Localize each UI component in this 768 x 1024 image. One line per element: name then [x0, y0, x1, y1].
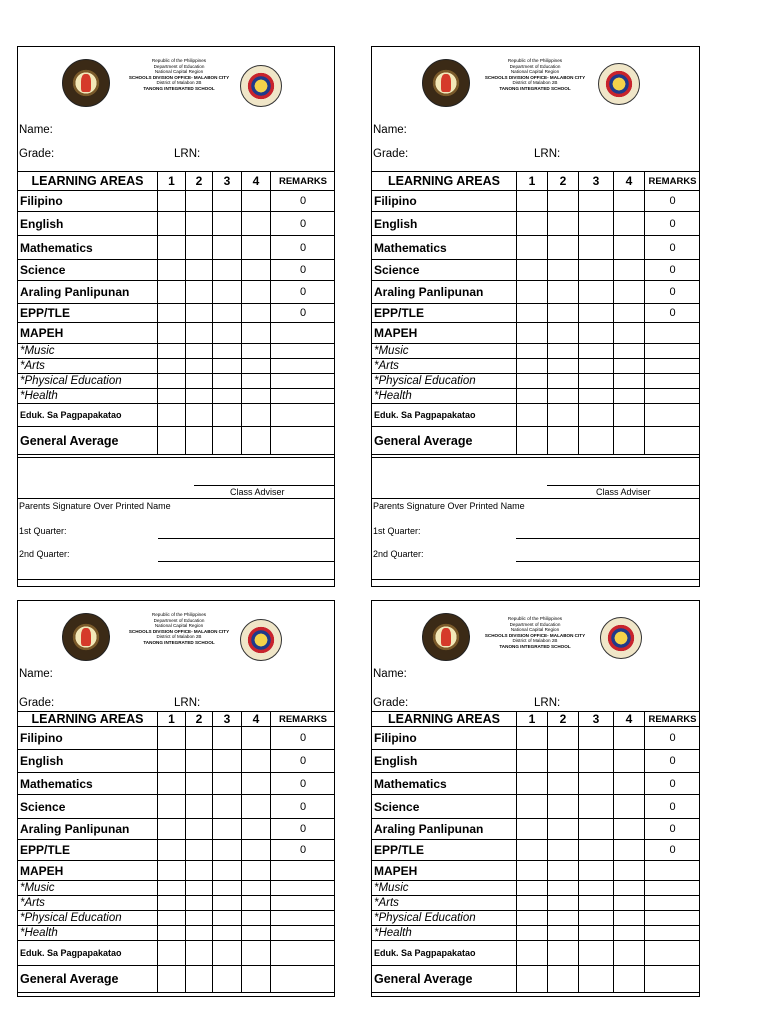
table-row: *Music	[372, 881, 701, 896]
divider	[17, 498, 335, 499]
deped-seal-icon	[422, 59, 470, 107]
second-quarter-label: 2nd Quarter:	[373, 549, 424, 559]
table-row: EPP/TLE 0	[372, 304, 701, 323]
divider	[17, 579, 335, 580]
report-card-bottom-left	[17, 600, 335, 997]
grade-label: Grade:	[373, 148, 409, 160]
name-label: Name:	[373, 124, 407, 136]
first-quarter-label: 1st Quarter:	[19, 526, 67, 536]
lrn-label: LRN:	[174, 148, 201, 160]
table-row: *Physical Education	[372, 374, 701, 389]
adviser-signature-line	[547, 485, 700, 486]
table-row: MAPEH	[372, 861, 701, 881]
adviser-signature-line	[194, 485, 335, 486]
card-header	[18, 47, 334, 113]
divider	[371, 579, 700, 580]
table-row: Eduk. Sa Pagpapakatao	[18, 404, 336, 427]
second-quarter-line	[516, 561, 700, 562]
header-text: Republic of the Philippines Department of Education National Capital Region SCHOOLS DIVISION OFFICE- MALABON CITY District of Malabon 2B TANONG INTEGRATED SCHOOL	[128, 58, 230, 91]
second-quarter-line	[158, 561, 335, 562]
lrn-label: LRN:	[534, 697, 561, 709]
deped-seal-icon	[62, 613, 110, 661]
header-text: Republic of the Philippines Department of Education National Capital Region SCHOOLS DIVISION OFFICE- MALABON CITY District of Malabon 2B TANONG INTEGRATED SCHOOL	[128, 612, 230, 645]
table-row: Science 0	[372, 260, 701, 281]
table-row: *Health	[372, 389, 701, 404]
parents-signature-label: Parents Signature Over Printed Name	[373, 501, 525, 511]
divider	[371, 457, 700, 458]
table-row: EPP/TLE 0	[18, 304, 336, 323]
table-row: Mathematics 0	[372, 236, 701, 260]
table-row: *Physical Education	[372, 911, 701, 926]
class-adviser-label: Class Adviser	[596, 487, 651, 497]
table-row: *Arts	[372, 896, 701, 911]
table-row: Filipino 0	[372, 191, 701, 212]
table-row: English 0	[372, 750, 701, 773]
grades-table: LEARNING AREAS 1 2 3 4 REMARKS Filipino 0 English 0 Mathematics 0 Science 0 Araling Panlipunan 0 EPP/TLE 0 MAPEH *Music *Arts *Physical Education *Health Eduk. Sa Pagpapakatao General Average	[371, 171, 700, 455]
table-row: Araling Panlipunan 0	[18, 281, 336, 304]
table-row: Mathematics 0	[18, 236, 336, 260]
table-row: General Average	[18, 966, 336, 993]
table-row: Science 0	[372, 795, 701, 819]
report-card-bottom-right	[371, 600, 700, 997]
class-adviser-label: Class Adviser	[230, 487, 285, 497]
table-row: *Health	[372, 926, 701, 941]
table-row: English 0	[18, 212, 336, 236]
name-label: Name:	[19, 124, 53, 136]
school-seal-icon	[598, 63, 640, 105]
report-card-top-left	[17, 46, 335, 587]
table-row: General Average	[372, 966, 701, 993]
name-label: Name:	[19, 668, 53, 680]
table-row: Filipino 0	[372, 727, 701, 750]
table-row: Eduk. Sa Pagpapakatao	[372, 941, 701, 966]
table-row: *Health	[18, 389, 336, 404]
table-row: Araling Panlipunan 0	[18, 819, 336, 840]
table-row: EPP/TLE 0	[18, 840, 336, 861]
table-row: *Arts	[18, 359, 336, 374]
deped-seal-icon	[62, 59, 110, 107]
table-row: *Arts	[372, 359, 701, 374]
table-row: MAPEH	[18, 323, 336, 344]
table-row: General Average	[18, 427, 336, 455]
table-row: English 0	[372, 212, 701, 236]
report-card-top-right	[371, 46, 700, 587]
grade-label: Grade:	[19, 697, 55, 709]
table-row: *Music	[18, 344, 336, 359]
grades-table: LEARNING AREAS 1 2 3 4 REMARKS Filipino 0 English 0 Mathematics 0 Science 0 Araling Panlipunan 0 EPP/TLE 0 MAPEH *Music *Arts *Physical Education *Health Eduk. Sa Pagpapakatao General Average	[17, 171, 335, 455]
second-quarter-label: 2nd Quarter:	[19, 549, 70, 559]
divider	[371, 498, 700, 499]
header-text: Republic of the Philippines Department of Education National Capital Region SCHOOLS DIVISION OFFICE- MALABON CITY District of Malabon 2B TANONG INTEGRATED SCHOOL	[484, 58, 586, 91]
table-row: *Music	[18, 881, 336, 896]
table-row: *Physical Education	[18, 374, 336, 389]
header-text: Republic of the Philippines Department of Education National Capital Region SCHOOLS DIVISION OFFICE- MALABON CITY District of Malabon 2B TANONG INTEGRATED SCHOOL	[484, 616, 586, 649]
school-seal-icon	[600, 617, 642, 659]
first-quarter-line	[158, 538, 335, 539]
grade-label: Grade:	[19, 148, 55, 160]
table-row: Araling Panlipunan 0	[372, 819, 701, 840]
deped-seal-icon	[422, 613, 470, 661]
table-row: Filipino 0	[18, 191, 336, 212]
table-row: Eduk. Sa Pagpapakatao	[18, 941, 336, 966]
table-row: EPP/TLE 0	[372, 840, 701, 861]
table-row: Science 0	[18, 260, 336, 281]
lrn-label: LRN:	[534, 148, 561, 160]
table-row: Mathematics 0	[372, 773, 701, 795]
card-header	[372, 601, 699, 667]
card-header	[18, 601, 334, 667]
divider	[17, 457, 335, 458]
school-seal-icon	[240, 65, 282, 107]
table-row: English 0	[18, 750, 336, 773]
name-label: Name:	[373, 668, 407, 680]
first-quarter-label: 1st Quarter:	[373, 526, 421, 536]
table-row: *Physical Education	[18, 911, 336, 926]
table-row: Eduk. Sa Pagpapakatao	[372, 404, 701, 427]
card-header	[372, 47, 699, 113]
grades-table: LEARNING AREAS 1 2 3 4 REMARKS Filipino 0 English 0 Mathematics 0 Science 0 Araling Panlipunan 0 EPP/TLE 0 MAPEH *Music *Arts *Physical Education *Health Eduk. Sa Pagpapakatao General Average	[17, 711, 335, 993]
table-row: MAPEH	[372, 323, 701, 344]
first-quarter-line	[516, 538, 700, 539]
table-row: Filipino 0	[18, 727, 336, 750]
table-row: Araling Panlipunan 0	[372, 281, 701, 304]
table-row: Science 0	[18, 795, 336, 819]
table-row: *Health	[18, 926, 336, 941]
parents-signature-label: Parents Signature Over Printed Name	[19, 501, 171, 511]
table-row: Mathematics 0	[18, 773, 336, 795]
lrn-label: LRN:	[174, 697, 201, 709]
school-seal-icon	[240, 619, 282, 661]
table-row: General Average	[372, 427, 701, 455]
grades-table: LEARNING AREAS 1 2 3 4 REMARKS Filipino 0 English 0 Mathematics 0 Science 0 Araling Panlipunan 0 EPP/TLE 0 MAPEH *Music *Arts *Physical Education *Health Eduk. Sa Pagpapakatao General Average	[371, 711, 700, 993]
table-row: *Music	[372, 344, 701, 359]
grade-label: Grade:	[373, 697, 409, 709]
table-row: *Arts	[18, 896, 336, 911]
table-row: MAPEH	[18, 861, 336, 881]
